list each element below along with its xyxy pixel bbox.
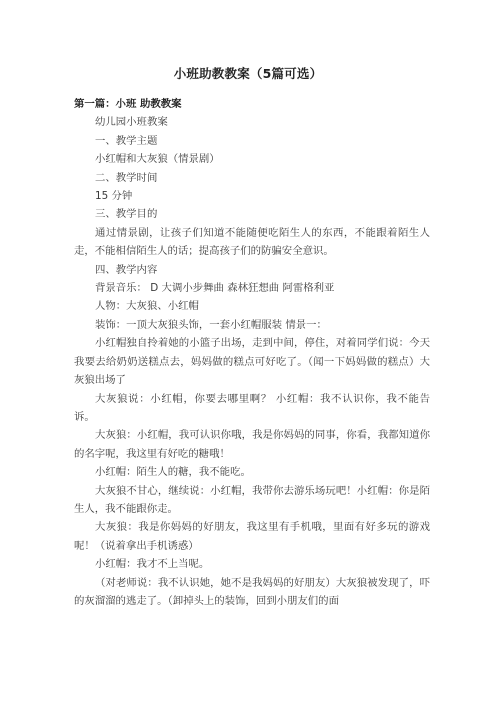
content-heading: 四、教学内容 (95, 263, 158, 276)
costume-line: 装饰：一顶大灰狼头饰，一套小红帽服装 情景一： (95, 318, 327, 331)
document-title: 小班助教教案（5篇可选） (173, 66, 323, 81)
scene-paragraph: 大灰狼不甘心，继续说：小红帽，我带你去游乐场玩吧！小红帽：你是陌生人，我不能跟你走。 (74, 484, 430, 515)
scene-paragraph: 小红帽独自拎着她的小篮子出场，走到中间，停住，对着同学们说：今天我要去给奶奶送糕点去，妈妈做的糕点可好吃了。（闻一下妈妈做的糕点）大灰狼出场了 (74, 337, 430, 387)
body-line: 二、教学时间 (95, 171, 158, 184)
body-line: 一、教学主题 (95, 134, 158, 147)
music-line: 背景音乐： D 大调小步舞曲 森林狂想曲 阿雷格利亚 (95, 282, 335, 295)
body-line: 小红帽和大灰狼（情景剧） (95, 153, 220, 166)
body-line: 15 分钟 (95, 190, 133, 203)
scene-paragraph: 大灰狼说：小红帽，你要去哪里啊？ 小红帽：我不认识你，我不能告诉。 (74, 392, 430, 423)
scene-paragraph: （对老师说：我不认识她，她不是我妈妈的好朋友）大灰狼被发现了，吓的灰溜溜的逃走了。（卸掉头上的装饰，回到小朋友们的面 (74, 576, 430, 607)
body-line: 幼儿园小班教案 (95, 116, 168, 129)
purpose-paragraph: 通过情景剧，让孩子们知道不能随便吃陌生人的东西，不能跟着陌生人走，不能相信陌生人的话；提高孩子们的防骗安全意识。 (74, 226, 430, 258)
scene-paragraph: 大灰狼：小红帽，我可认识你哦，我是你妈妈的同事，你看，我都知道你的名字呢，我这里有好吃的糖哦！ (74, 429, 430, 460)
characters-line: 人物：大灰狼、小红帽 (95, 300, 199, 313)
body-line: 三、教学目的 (95, 208, 158, 221)
scene-paragraph: 小红帽：我才不上当呢。 (95, 558, 210, 571)
scene-paragraph: 小红帽：陌生人的糖，我不能吃。 (95, 466, 251, 479)
section-heading: 第一篇：小班 助教教案 (74, 98, 182, 110)
scene-paragraph: 大灰狼：我是你妈妈的好朋友，我这里有手机哦，里面有好多玩的游戏呢！（说着拿出手机诱惑） (74, 521, 430, 552)
document-body (74, 95, 430, 610)
